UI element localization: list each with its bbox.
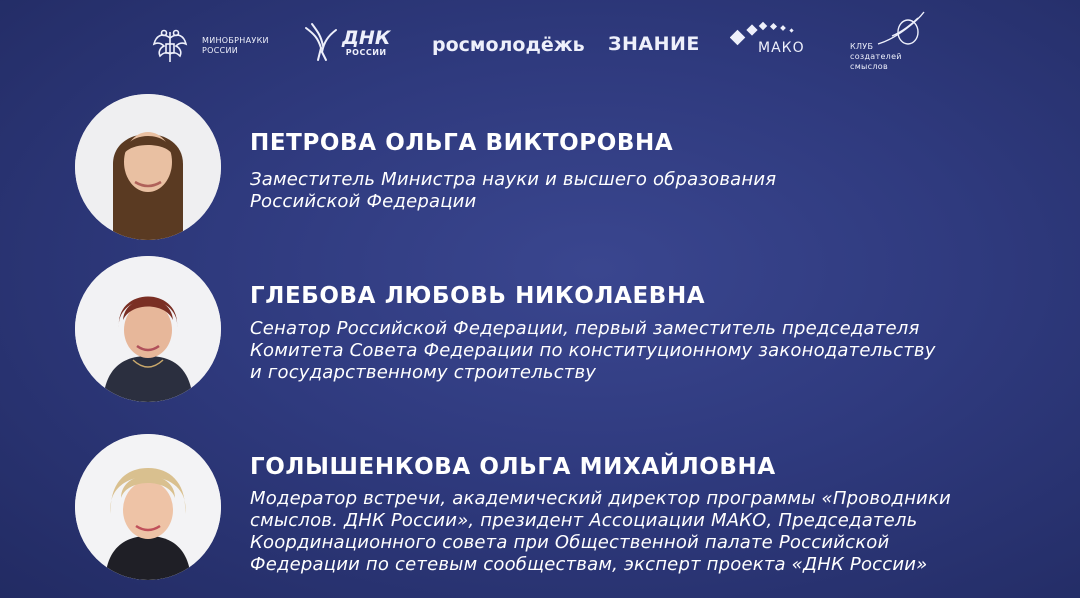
klub-line1: КЛУБ	[850, 42, 874, 51]
rosmolodezh-text: росмолодёжь	[432, 34, 585, 56]
speaker-role-line: Заместитель Министра науки и высшего образования	[250, 169, 777, 190]
minobrnauki-line2: РОССИИ	[202, 46, 239, 55]
speaker-role-line: Комитета Совета Федерации по конституционному законодательству	[250, 340, 936, 361]
partner-logos	[0, 0, 1080, 88]
speaker-name: ГЛЕБОВА ЛЮБОВЬ НИКОЛАЕВНА	[250, 283, 706, 309]
znanie-logo	[608, 33, 700, 55]
speaker-role-line: смыслов. ДНК России», президент Ассоциации МАКО, Председатель	[250, 510, 918, 531]
minobrnauki-logo	[148, 24, 269, 68]
speaker-role-line: Сенатор Российской Федерации, первый заместитель председателя	[250, 318, 920, 339]
mako-text: МАКО	[758, 40, 805, 56]
klub-logo	[848, 10, 928, 70]
speaker-name: ПЕТРОВА ОЛЬГА ВИКТОРОВНА	[250, 130, 674, 156]
eagle-wings-icon	[302, 20, 340, 64]
klub-line3: смыслов	[850, 62, 888, 71]
znanie-text: ЗНАНИЕ	[608, 33, 700, 55]
double-headed-eagle-icon	[148, 24, 192, 68]
dnk-rossii-logo	[302, 20, 390, 64]
speaker-photo	[75, 94, 221, 240]
dnk-title: ДНК	[342, 26, 391, 49]
mako-logo	[730, 20, 805, 56]
speaker-photo	[75, 434, 221, 580]
speaker-role-line: Российской Федерации	[250, 191, 477, 212]
speaker-role-line: Модератор встречи, академический директор программы «Проводники	[250, 488, 951, 509]
dnk-subtitle: РОССИИ	[345, 47, 387, 57]
speaker-photo	[75, 256, 221, 402]
klub-line2: создателей	[850, 52, 902, 61]
minobrnauki-line1: МИНОБРНАУКИ	[202, 36, 269, 45]
rosmolodezh-logo	[432, 34, 585, 56]
speaker-role-line: Координационного совета при Общественной палате Российской	[250, 532, 890, 553]
speaker-name: ГОЛЫШЕНКОВА ОЛЬГА МИХАЙЛОВНА	[250, 454, 776, 480]
speaker-role-line: и государственному строительству	[250, 362, 597, 383]
speaker-role-line: Федерации по сетевым сообществам, эксперт проекта «ДНК России»	[250, 554, 928, 575]
